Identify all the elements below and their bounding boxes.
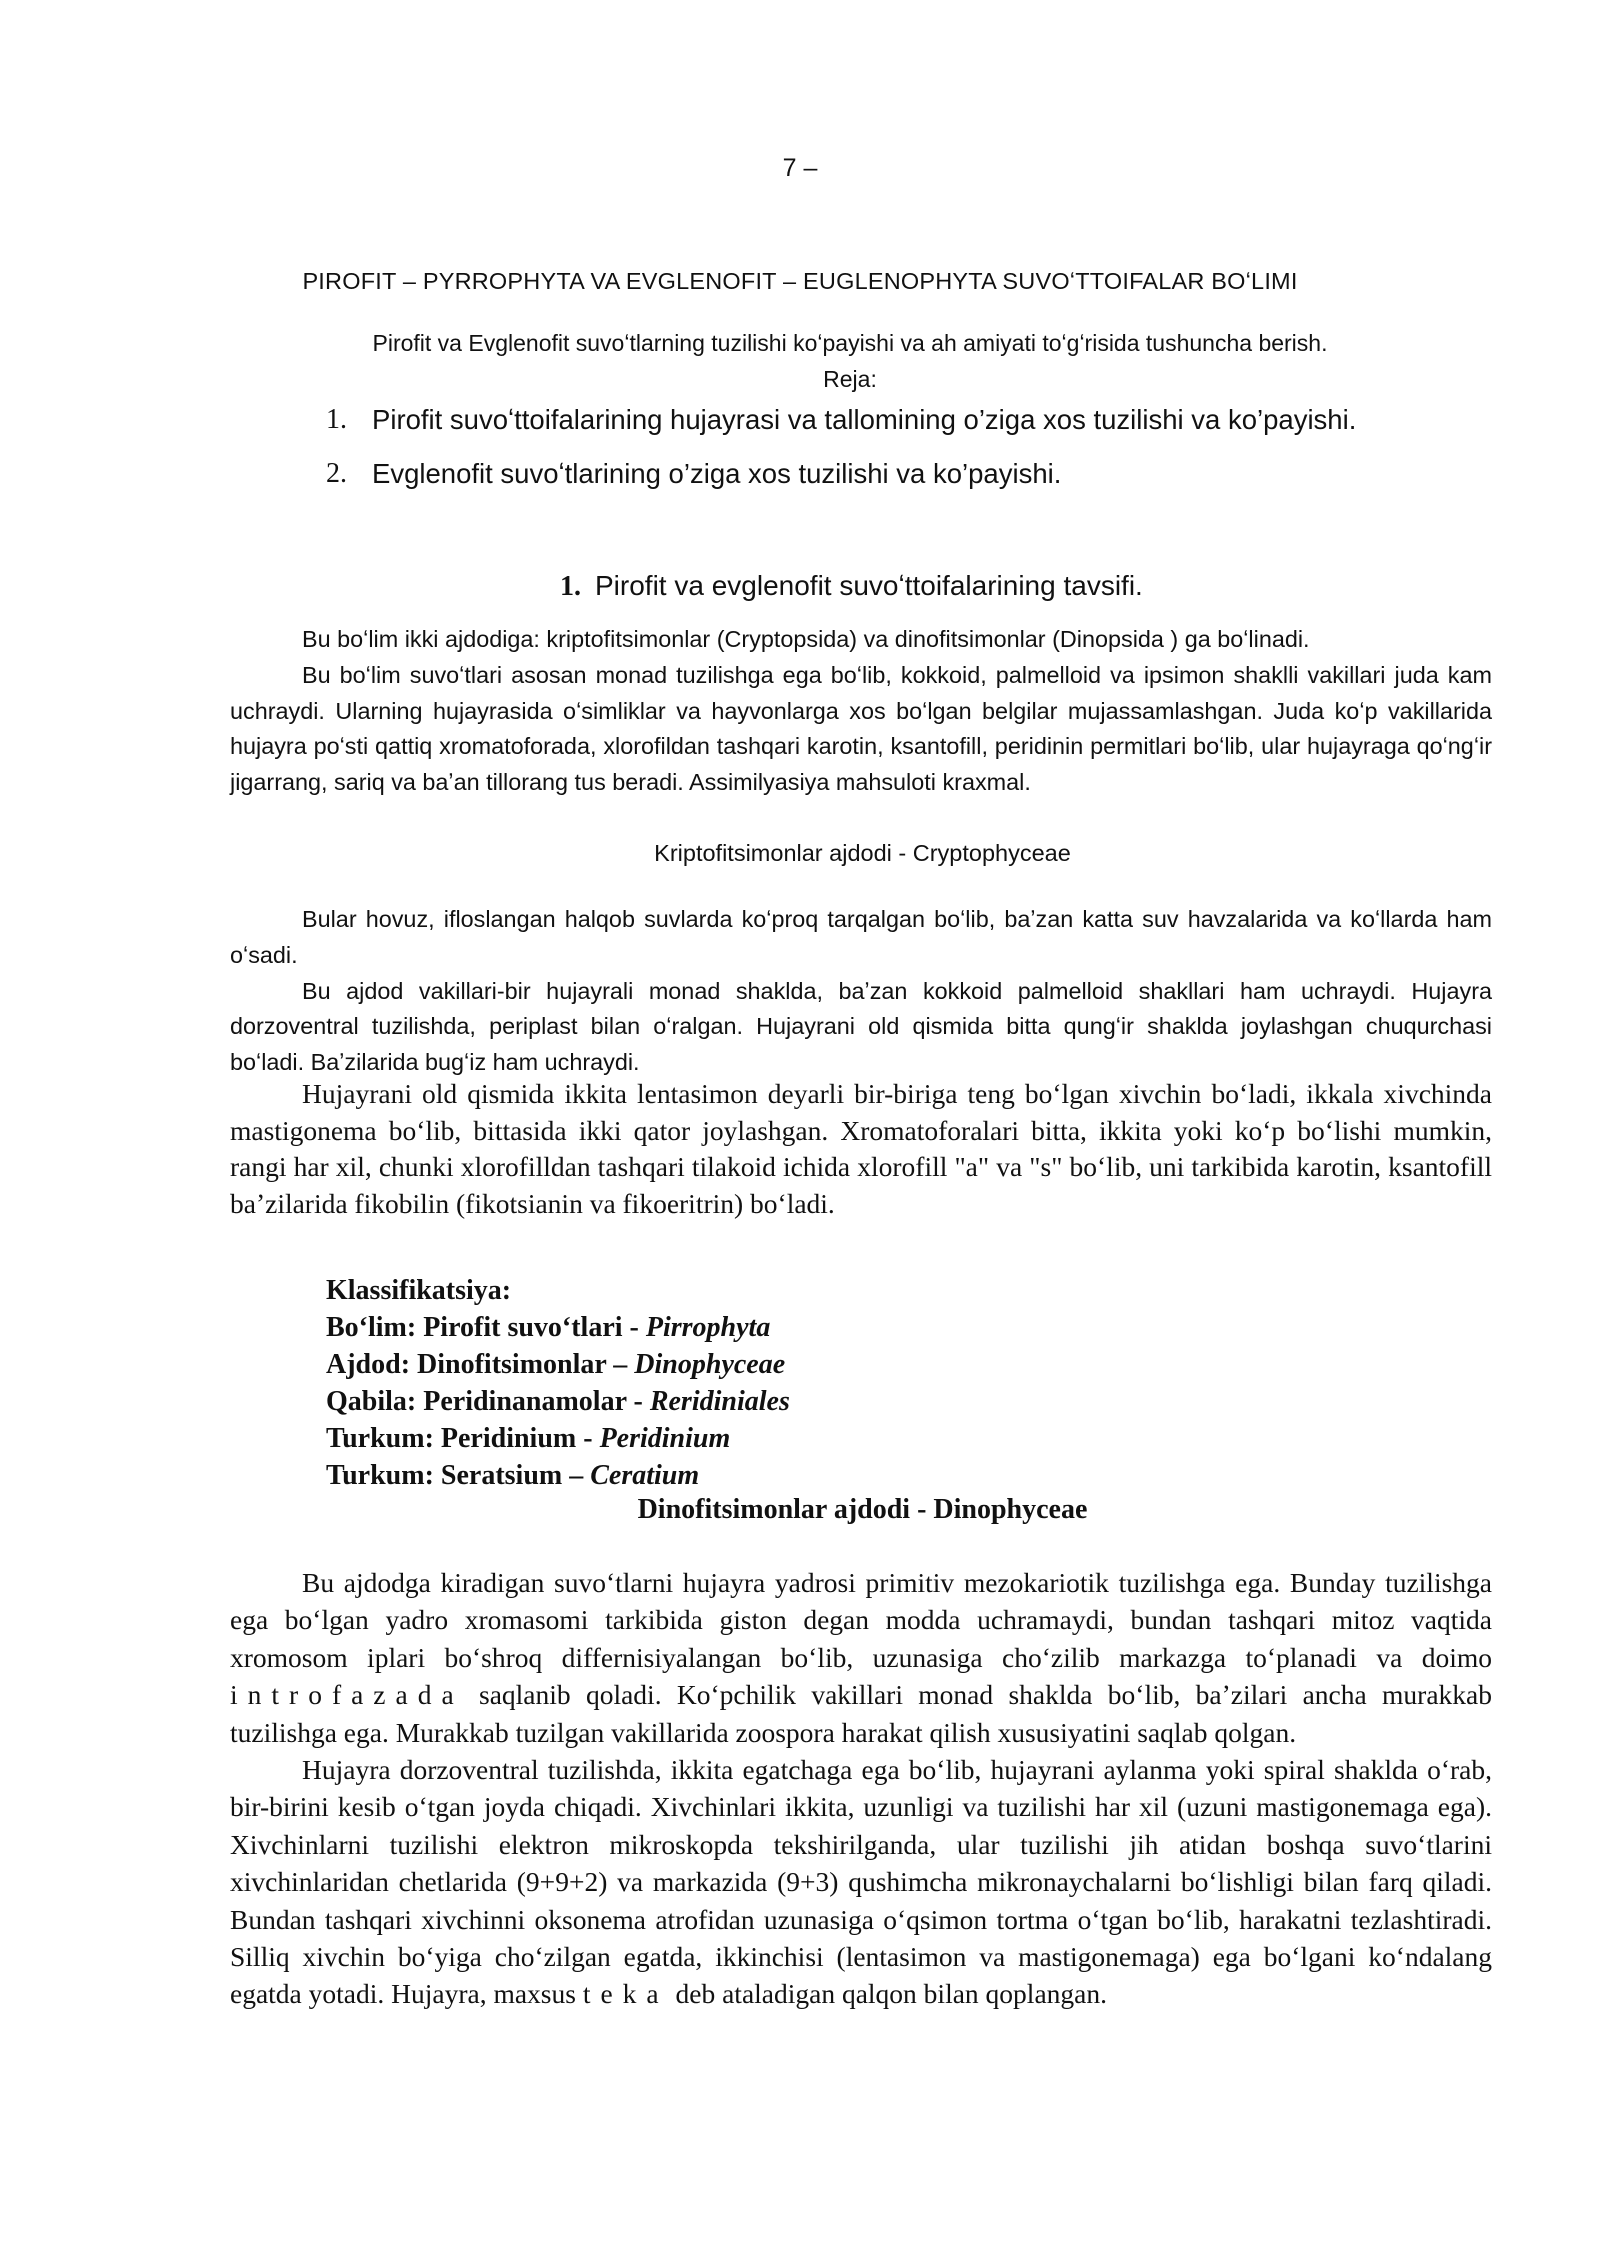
classification-row: Boʻlim: Pirofit suvoʻtlari - Pirrophyta [326, 1312, 771, 1343]
dino-section [230, 1564, 1492, 2013]
plan-item [326, 402, 1526, 456]
classification-row: Turkum: Seratsium – Ceratium [326, 1460, 700, 1491]
classification-block [326, 1272, 790, 1494]
classification-row: Turkum: Peridinium - Peridinium [326, 1423, 731, 1454]
lesson-aim: Pirofit va Evglenofit suvoʻtlarning tuzilishi koʻpayishi va ah amiyati toʻgʻrisida tushuncha berish. [372, 330, 1328, 356]
plan-item [326, 456, 1526, 510]
plan-item-number: 2. [326, 458, 347, 489]
plan-item-text: Pirofit suvoʻttoifalarining hujayrasi va tallomining o’ziga xos tuzilishi va ko’payishi. [372, 404, 1357, 435]
intro-paragraph-2: Bu boʻlim suvoʻtlari asosan monad tuzilishga ega boʻlib, kokkoid, palmelloid va ipsimon shaklli vakillari juda kam uchraydi. Ularning hujayrasida oʻsimliklar va hayvonlarga xos boʻlgan belgilar mujassamlashgan. Juda koʻp vakillarida hujayra poʻsti qattiq xromatoforada, xlorofildan tashqari karotin, ksantofill, peridinin permitlari boʻlib, ular hujayraga qoʻngʻir jigarrang, sariq va baʼan tillorang tus beradi. Assimilyasiya mahsuloti kraxmal. [230, 661, 1492, 796]
crypto-paragraph-3: Hujayrani old qismida ikkita lentasimon deyarli bir-biriga teng boʻlgan xivchin boʻladi, ikkala xivchinda mastigonema boʻlib, bittasida ikki qator joylashgan. Xromatoforalari bitta, ikkita yoki koʻp boʻlishi mumkin, rangi har xil, chunki xlorofilldan tashqari tilakoid ichida xlorofill "a" va "s" boʻlib, uni tarkibida karotin, ksantofill baʼzilarida fikobilin (fikotsianin va fikoeritrin) boʻladi. [230, 1078, 1492, 1219]
plan-item-text: Evglenofit suvoʻtlarining o’ziga xos tuzilishi va ko’payishi. [372, 458, 1062, 489]
classification-row: Qabila: Peridinanamolar - Reridiniales [326, 1386, 790, 1417]
dino-paragraph-2: Hujayra dorzoventral tuzilishda, ikkita egatchaga ega boʻlib, hujayrani aylanma yoki spiral shaklda oʻrab, bir-birini kesib oʻtgan joyda chiqadi. Xivchinlari ikkita, uzunligi va tuzilishi har xil (uzuni mastigonemaga ega). Xivchinlarni tuzilishi elektron mikroskopda tekshirilganda, ular tuzilishi jih atidan boshqa suvoʻtlarini xivchinlaridan chetlarida (9+9+2) va markazida (9+3) qushimcha mikronaychalarni boʻlishligi bilan farq qiladi. Bundan tashqari xivchinni oksonema atrofidan uzunasiga oʻqsimon tortma oʻtgan boʻlib, harakatni tezlashtiradi. Silliq xivchin boʻyiga choʻzilgan egatda, ikkinchisi (lentasimon va mastigonemaga) ega boʻlgani koʻndalang egatda yotadi. Hujayra, maxsus teka deb ataladigan qalqon bilan qoplangan. [230, 1754, 1492, 2010]
crypto-paragraph-2: Bu ajdod vakillari-bir hujayrali monad shaklda, baʼzan kokkoid palmelloid shakllari ham uchraydi. Hujayra dorzoventral tuzilishda, periplast bilan oʻralgan. Hujayrani old qismida bitta qungʻir shaklda joylashgan chuqurchasi boʻladi. Baʼzilarida bugʻiz ham uchraydi. [230, 977, 1492, 1076]
section-number: 1. [560, 571, 581, 602]
dino-heading: Dinofitsimonlar ajdodi - Dinophyceae [637, 1494, 1088, 1525]
spaced-term: introfazada [230, 1679, 464, 1711]
section-heading [560, 570, 1143, 603]
crypto-paragraph-3-block [230, 1076, 1492, 1222]
spaced-term: teka [582, 1978, 669, 2010]
plan-list [326, 402, 1526, 510]
page-title: PIROFIT – PYRROPHYTA VA EVGLENOFIT – EUGLENOPHYTA SUVOʻTTOIFALAR BOʻLIMI [302, 268, 1298, 294]
section-title: Pirofit va evglenofit suvoʻttoifalarining tavsifi. [595, 570, 1143, 601]
intro-paragraph-1: Bu boʻlim ikki ajdodiga: kriptofitsimonlar (Cryptopsida) va dinofitsimonlar (Dinopsida ) ga boʻlinadi. [302, 626, 1310, 652]
crypto-paragraph-1: Bular hovuz, ifloslangan halqob suvlarda koʻproq tarqalgan boʻlib, baʼzan katta suv havzalarida va koʻllarda ham oʻsadi. [230, 906, 1492, 968]
classification-row: Ajdod: Dinofitsimonlar – Dinophyceae [326, 1349, 786, 1380]
plan-label: Reja: [823, 366, 877, 392]
classification-row: Klassifikatsiya: [326, 1275, 512, 1306]
intro-section [230, 622, 1492, 801]
crypto-section [230, 902, 1492, 1081]
plan-item-number: 1. [326, 404, 347, 435]
dino-paragraph-1: Bu ajdodga kiradigan suvoʻtlarni hujayra yadrosi primitiv mezokariotik tuzilishga ega. Bunday tuzilishga ega boʻlgan yadro xromasomi tarkibida giston degan modda uchramaydi, bundan tashqari mitoz vaqtida xromosom iplari boʻshroq differnisiyalangan boʻlib, uzunasiga choʻzilib markazga toʻplanadi va doimo introfazada saqlanib qoladi. Koʻpchilik vakillari monad shaklda boʻlib, baʼzilari ancha murakkab tuzilishga ega. Murakkab tuzilgan vakillarida zoospora harakat qilish xususiyatini saqlab qolgan. [230, 1567, 1492, 1748]
page-number: 7 – [782, 154, 818, 182]
crypto-heading: Kriptofitsimonlar ajdodi - Cryptophyceae [654, 840, 1071, 866]
